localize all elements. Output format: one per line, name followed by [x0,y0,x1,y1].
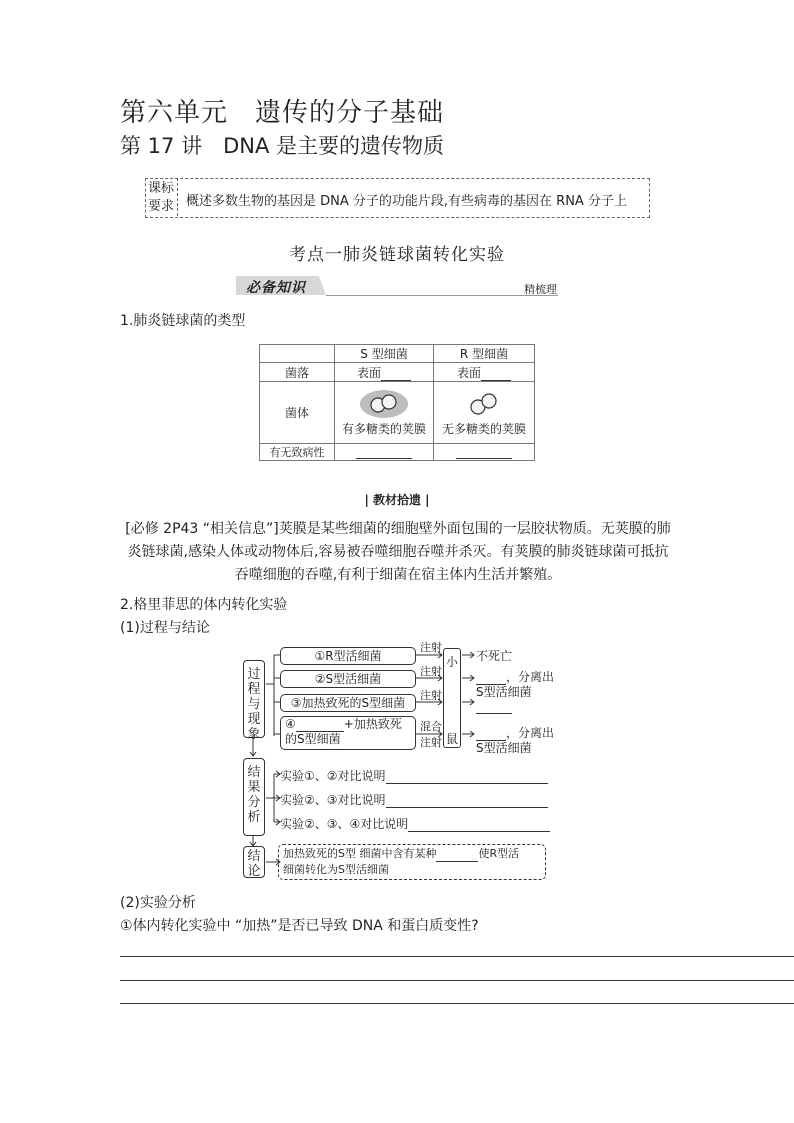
answer-blank[interactable] [408,831,550,832]
part1-heading: 1.肺炎链球菌的类型 [120,313,246,329]
inject-label-4: 注射 [420,736,442,749]
table-row-virulence-label: 有无致病性 [260,444,335,461]
answer-line[interactable] [120,1003,794,1004]
answer-blank[interactable] [456,458,512,459]
mouse-label-top: 小 [445,655,458,669]
conclusion-label-box: 结论 [243,846,265,878]
part2-sub2: (2)实验分析 [120,895,196,911]
result-label-box: 结果分析 [243,758,265,836]
outcome-2-line2: S型活细菌 [476,685,532,699]
table-row-body-label: 菌体 [260,382,335,444]
answer-blank[interactable] [386,807,548,808]
table-cell-r-virulence [434,444,535,461]
requirement-label-line1: 课标 [147,181,174,196]
mouse-label-bottom: 鼠 [445,732,458,746]
result-2-text: 实验②、③对比说明 [280,793,386,807]
result-3 [280,815,550,832]
conclusion-text-a: 加热致死的S型 细菌中含有某种 [283,847,437,860]
outcome-4-text: ，分离出 [506,726,555,740]
answer-blank[interactable] [381,380,411,381]
requirement-divider [177,178,178,216]
r-bacteria-icon [459,388,509,420]
experiment-4-plus: +加热致死 [343,717,402,731]
r-body-caption: 无多糖类的荚膜 [441,422,526,436]
result-3-text: 实验②、③、④对比说明 [280,817,409,831]
result-1-text: 实验①、②对比说明 [280,769,386,783]
experiment-3-box: ③加热致死的S型细菌 [280,694,416,712]
conclusion-text-c: 细菌转化为S型活细菌 [283,863,389,876]
answer-blank[interactable] [476,713,512,714]
experiment-4-tail: 的S型细菌 [285,732,341,746]
process-label-box: 过程与现象 [243,660,265,738]
table-header-s: S 型细菌 [335,345,434,363]
outcome-2-text: ，分离出 [506,670,555,684]
unit-title: 第六单元 遗传的分子基础 [120,98,445,128]
table-corner-cell [260,345,335,363]
outcome-4-line2: S型活细菌 [476,741,532,755]
table-cell-r-body [434,382,535,444]
experiment-4-box [280,716,416,750]
answer-line[interactable] [120,980,794,981]
inject-label-1: 注射 [420,641,442,654]
requirement-label-line2: 要求 [147,199,174,214]
outcome-3 [476,700,512,714]
answer-blank[interactable] [481,380,511,381]
requirement-label [145,180,177,216]
result-2 [280,791,548,808]
answer-blank[interactable] [356,458,412,459]
inject-label-2: 注射 [420,665,442,678]
bacteria-types-table [259,344,535,461]
part2-sub1: (1)过程与结论 [120,620,210,636]
conclusion-box [278,844,546,880]
banner-right-label: 精梳理 [524,283,557,296]
table-cell-s-body [335,382,434,444]
r-surface-label: 表面 [456,365,481,380]
s-surface-label: 表面 [356,365,381,380]
experiment-1-box: ①R型活细菌 [280,647,416,665]
requirement-text: 概述多数生物的基因是 DNA 分子的功能片段,有些病毒的基因在 RNA 分子上 [186,194,627,209]
mix-label: 混合 [420,720,442,733]
outcome-1: 不死亡 [476,649,513,663]
inject-label-3: 注射 [420,689,442,702]
table-cell-s-colony [335,363,434,382]
conclusion-text-b: 使R型活 [478,847,520,860]
answer-blank[interactable] [386,783,548,784]
experiment-2-box: ②S型活细菌 [280,670,416,688]
answer-blank[interactable] [436,861,478,862]
question-1: ①体内转化实验中 “加热”是否已导致 DNA 和蛋白质变性? [120,918,479,934]
table-cell-s-virulence [335,444,434,461]
s-body-caption: 有多糖类的荚膜 [341,422,426,436]
experiment-4-number: ④ [285,717,296,731]
textbook-extra-title: | 教材拾遗 | [364,493,430,507]
table-cell-r-colony [434,363,535,382]
result-1 [280,767,548,784]
mouse-box [443,648,461,748]
answer-line[interactable] [120,956,794,957]
table-row-colony-label: 菌落 [260,363,335,382]
section-title: 考点一肺炎链球菌转化实验 [289,245,505,265]
part2-heading: 2.格里菲思的体内转化实验 [120,597,288,613]
table-header-r: R 型细菌 [434,345,535,363]
s-bacteria-capsule-icon [349,388,419,420]
textbook-extra-text: [必修 2P43 “相关信息”]荚膜是某些细菌的细胞壁外面包围的一层胶状物质。无荚膜的肺炎链球菌,感染人体或动物体后,容易被吞噬细胞吞噬并杀灭。有荚膜的肺炎链球菌可抵抗吞噬细胞的吞噬,有利于细菌在宿主体内生活并繁殖。 [125,521,671,583]
lesson-title: 第 17 讲 DNA 是主要的遗传物质 [120,134,444,158]
banner-label: 必备知识 [246,280,306,296]
